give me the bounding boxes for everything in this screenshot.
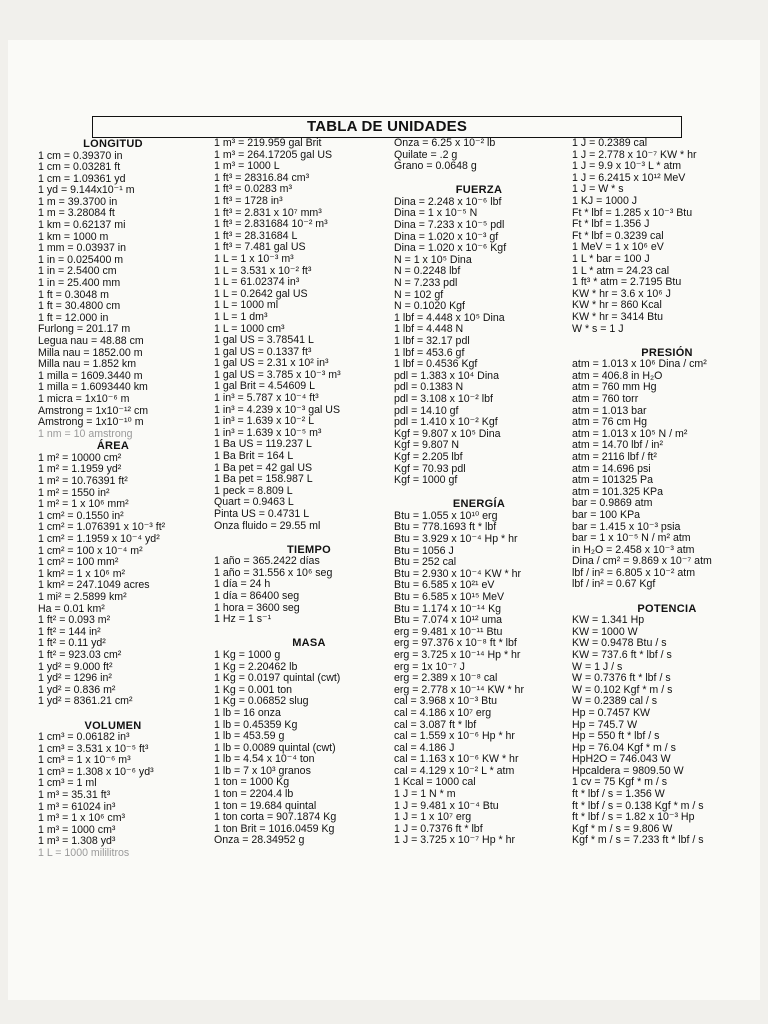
conversion-line: 1 m² = 1.1959 yd² <box>38 463 122 476</box>
conversion-line: atm = 1.013 x 10⁵ N / m² <box>572 427 688 440</box>
section-heading: POTENCIA <box>637 602 697 615</box>
conversion-line: 1 yd² = 9.000 ft² <box>38 660 113 673</box>
conversion-line: 1 L = 1 dm³ <box>214 310 268 323</box>
conversion-line: 1 J = 0.7376 ft * lbf <box>394 822 483 835</box>
conversion-line: 1 mi² = 2.5899 km² <box>38 590 127 603</box>
conversion-line: N = 1 x 10⁵ Dina <box>394 253 472 266</box>
conversion-line: 1 ton = 1000 Kg <box>214 776 290 789</box>
conversion-line: Btu = 1.174 x 10⁻¹⁴ Kg <box>394 602 502 615</box>
conversion-line: 1 micra = 1x10⁻⁶ m <box>38 392 130 405</box>
conversion-line: 1 m = 3.28084 ft <box>38 207 115 220</box>
section-heading: ENERGÍA <box>452 498 506 511</box>
conversion-line: 1 ft³ = 28316.84 cm³ <box>214 171 310 184</box>
conversion-line: 1 ft = 30.4800 cm <box>38 300 121 313</box>
conversion-line: cal = 1.559 x 10⁻⁶ Hp * hr <box>394 730 515 743</box>
conversion-line: 1 cm = 0.03281 ft <box>38 161 121 174</box>
conversion-line: Onza = 28.34952 g <box>214 834 305 847</box>
conversion-line: 1 año = 365.2422 días <box>214 555 320 568</box>
conversion-line: 1 gal US = 3.785 x 10⁻³ m³ <box>214 368 341 381</box>
conversion-line: lbf / in² = 0.67 Kgf <box>572 578 656 591</box>
conversion-line: 1 Kg = 0.001 ton <box>214 683 293 696</box>
conversion-line: Btu = 1.055 x 10¹⁰ erg <box>394 509 498 522</box>
conversion-line: 1 km² = 247.1049 acres <box>38 579 150 592</box>
conversion-line: 1 m³ = 1.308 yd³ <box>38 835 116 848</box>
conversion-line: 1 yd² = 0.836 m² <box>38 683 116 696</box>
conversion-line: 1 J = 3.725 x 10⁻⁷ Hp * hr <box>394 834 516 847</box>
conversion-line: 1 yd² = 8361.21 cm² <box>38 695 133 708</box>
conversion-line: 1 cm = 0.39370 in <box>38 149 123 162</box>
conversion-line: 1 Kcal = 1000 cal <box>394 776 476 789</box>
conversion-line: cal = 4.186 J <box>394 741 455 754</box>
conversion-line: N = 0.1020 Kgf <box>394 300 465 313</box>
conversion-line: Hp = 550 ft * lbf / s <box>572 730 660 743</box>
conversion-line <box>394 173 564 185</box>
conversion-line: Dina = 1 x 10⁻⁵ N <box>394 207 478 220</box>
conversion-line: Dina = 2.248 x 10⁻⁶ lbf <box>394 195 502 208</box>
section-heading: VOLUMEN <box>84 719 142 732</box>
conversion-line: Btu = 778.1693 ft * lbf <box>394 521 497 534</box>
conversion-line: bar = 1 x 10⁻⁵ N / m² atm <box>572 532 691 545</box>
conversion-line: 1 yd = 9.144x10⁻¹ m <box>38 184 135 197</box>
conversion-line: 1 lbf = 4.448 N <box>394 323 464 336</box>
conversion-line: 1 J = 1 x 10⁷ erg <box>394 811 472 824</box>
conversion-line: 1 m³ = 264.17205 gal US <box>214 148 333 161</box>
conversion-line: 1 Ba pet = 158.987 L <box>214 473 313 486</box>
conversion-line: 1 in = 0.025400 m <box>38 253 124 266</box>
conversion-line: 1 m² = 1550 in² <box>38 486 110 499</box>
conversion-line: HpH2O = 746.043 W <box>572 753 671 766</box>
conversion-line: atm = 1.013 x 10⁶ Dina / cm² <box>572 358 707 371</box>
section-heading: FUERZA <box>455 184 503 197</box>
conversion-line: 1 in = 25.400 mm <box>38 277 121 290</box>
conversion-line: Pinta US = 0.4731 L <box>214 508 310 520</box>
conversion-line: pdl = 1.410 x 10⁻² Kgf <box>394 416 498 429</box>
conversion-line: 1 ft² = 144 in² <box>38 625 101 638</box>
conversion-line: 1 J = 9.481 x 10⁻⁴ Btu <box>394 799 499 812</box>
conversion-line: 1 ft² = 0.11 yd² <box>38 637 106 650</box>
conversion-line: 1 ft² = 923.03 cm² <box>38 648 122 661</box>
conversion-line: 1 m³ = 61024 in³ <box>38 800 116 813</box>
conversion-line: 1 L = 3.531 x 10⁻² ft³ <box>214 264 312 277</box>
conversion-line: 1 ton Brit = 1016.0459 Kg <box>214 822 335 835</box>
conversion-line: Quart = 0.9463 L <box>214 496 294 509</box>
conversion-line: KW = 1000 W <box>572 625 638 638</box>
conversion-line: 1 m³ = 1 x 10⁶ cm³ <box>38 812 126 825</box>
conversion-line: 1 J = W * s <box>572 183 624 196</box>
conversion-line: Kgf = 9.807 N <box>394 439 460 452</box>
conversion-line: pdl = 0.1383 N <box>394 381 464 394</box>
conversion-line: Ft * lbf = 1.356 J <box>572 218 650 231</box>
conversion-line: 1 ft³ = 1728 in³ <box>214 194 283 207</box>
conversion-line: N = 7.233 pdl <box>394 277 458 290</box>
conversion-line: bar = 100 KPa <box>572 508 641 521</box>
conversion-line: Btu = 252 cal <box>394 556 457 569</box>
conversion-line: ft * lbf / s = 1.356 W <box>572 788 665 801</box>
conversion-line: bar = 1.415 x 10⁻³ psia <box>572 520 681 533</box>
conversion-line: 1 in³ = 1.639 x 10⁻² L <box>214 415 315 428</box>
conversion-line: 1 m³ = 1000 L <box>214 160 280 173</box>
conversion-line: 1 L * bar = 100 J <box>572 252 650 265</box>
conversion-line: Kgf * m / s = 7.233 ft * lbf / s <box>572 834 704 847</box>
conversion-line: 1 cm² = 100 x 10⁻⁴ m² <box>38 544 143 557</box>
section-heading: PRESIÓN <box>641 346 693 359</box>
conversion-line: 1 ft = 12.000 in <box>38 311 109 324</box>
conversion-line: atm = 14.696 psi <box>572 462 651 475</box>
conversion-line: Amstrong = 1x10⁻¹⁰ m <box>38 416 144 429</box>
conversion-line: Milla nau = 1.852 km <box>38 358 137 371</box>
conversion-line: 1 Ba Brit = 164 L <box>214 450 294 463</box>
conversion-line: Btu = 6.585 x 10²¹ eV <box>394 579 495 592</box>
conversion-line: Kgf = 2.205 lbf <box>394 450 463 463</box>
conversion-line: atm = 760 torr <box>572 392 639 405</box>
conversion-line: atm = 1.013 bar <box>572 404 647 417</box>
conversion-line: 1 día = 86400 seg <box>214 590 300 603</box>
conversion-line: Ft * lbf = 1.285 x 10⁻³ Btu <box>572 206 693 219</box>
conversion-line: 1 lbf = 4.448 x 10⁵ Dina <box>394 311 505 324</box>
conversion-line: 1 ton = 19.684 quintal <box>214 799 317 812</box>
page-title: TABLA DE UNIDADES <box>92 116 682 138</box>
conversion-line: 1 gal US = 2.31 x 10² in³ <box>214 357 329 370</box>
conversion-line: 1 ft³ = 2.831684 10⁻² m³ <box>214 218 328 231</box>
conversion-line: in H₂O = 2.458 x 10⁻³ atm <box>572 543 695 556</box>
conversion-line: 1 cm³ = 3.531 x 10⁻⁵ ft³ <box>38 742 149 755</box>
conversion-line: erg = 97.376 x 10⁻⁸ ft * lbf <box>394 637 517 650</box>
conversion-line: 1 m² = 10.76391 ft² <box>38 475 128 488</box>
conversion-line: 1 J = 2.778 x 10⁻⁷ KW * hr <box>572 148 697 161</box>
section-heading: ÁREA <box>96 440 130 453</box>
conversion-line: 1 L = 1 x 10⁻³ m³ <box>214 252 294 265</box>
conversion-line: 1 peck = 8.809 L <box>214 484 293 497</box>
conversion-line: 1 cm³ = 1.308 x 10⁻⁶ yd³ <box>38 765 154 778</box>
column-4 <box>572 138 752 847</box>
conversion-line: Ha = 0.01 km² <box>38 602 105 615</box>
conversion-line: 1 lb = 16 onza <box>214 706 281 719</box>
conversion-line: 1 L = 0.2642 gal US <box>214 287 308 300</box>
conversion-line: 1 gal US = 0.1337 ft³ <box>214 345 312 358</box>
conversion-line: Dina = 1.020 x 10⁻⁶ Kgf <box>394 242 507 255</box>
conversion-line: Legua nau = 48.88 cm <box>38 335 144 347</box>
conversion-line: KW = 0.9478 Btu / s <box>572 637 667 650</box>
conversion-line: 1 in³ = 5.787 x 10⁻⁴ ft³ <box>214 392 319 405</box>
conversion-line: 1 hora = 3600 seg <box>214 601 300 614</box>
conversion-line: Quilate = .2 g <box>394 148 458 161</box>
conversion-line: 1 yd² = 1296 in² <box>38 672 112 685</box>
conversion-line: 1 milla = 1.6093440 km <box>38 381 148 394</box>
section-heading: MASA <box>292 637 326 650</box>
conversion-line <box>38 708 208 720</box>
conversion-line: KW = 737.6 ft * lbf / s <box>572 648 672 661</box>
conversion-line: atm = 760 mm Hg <box>572 381 657 394</box>
conversion-line: 1 J = 6.2415 x 10¹² MeV <box>572 171 686 184</box>
conversion-line: W = 0.7376 ft * lbf / s <box>572 672 671 685</box>
conversion-line: KW * hr = 3414 Btu <box>572 310 663 323</box>
conversion-line: 1 in³ = 1.639 x 10⁻⁵ m³ <box>214 426 322 439</box>
conversion-line: 1 lbf = 453.6 gf <box>394 346 465 359</box>
conversion-line <box>214 532 384 544</box>
conversion-line: Dina = 7.233 x 10⁻⁵ pdl <box>394 219 505 232</box>
conversion-line: Milla nau = 1852.00 m <box>38 346 143 359</box>
conversion-line: Btu = 7.074 x 10¹² uma <box>394 614 503 627</box>
conversion-line: 1 cm² = 1.1959 x 10⁻⁴ yd² <box>38 533 160 545</box>
conversion-line: 1 L * atm = 24.23 cal <box>572 264 670 277</box>
conversion-line: 1 Ba pet = 42 gal US <box>214 461 313 474</box>
conversion-line: cal = 1.163 x 10⁻⁶ KW * hr <box>394 753 519 766</box>
section-heading: TIEMPO <box>287 543 331 556</box>
conversion-line: 1 lb = 4.54 x 10⁻⁴ ton <box>214 753 315 766</box>
column-1 <box>38 138 208 860</box>
conversion-line: 1 in³ = 4.239 x 10⁻³ gal US <box>214 403 341 416</box>
conversion-line <box>572 591 752 603</box>
conversion-line: Grano = 0.0648 g <box>394 160 477 173</box>
conversion-line: 1 cm = 1.09361 yd <box>38 172 126 185</box>
conversion-line: W = 0.102 Kgf * m / s <box>572 683 673 696</box>
conversion-line: 1 ton = 2204.4 lb <box>214 788 294 801</box>
conversion-line: 1 KJ = 1000 J <box>572 194 638 207</box>
conversion-line: 1 ft³ = 2.831 x 10⁷ mm³ <box>214 206 322 219</box>
conversion-line: Onza = 6.25 x 10⁻² lb <box>394 137 496 149</box>
section-heading: LONGITUD <box>83 138 143 150</box>
conversion-line: 1 m² = 1 x 10⁶ mm² <box>38 498 129 511</box>
conversion-line: 1 Kg = 1000 g <box>214 648 281 661</box>
conversion-line: pdl = 1.383 x 10⁴ Dina <box>394 369 499 382</box>
conversion-line: 1 Kg = 0.0197 quintal (cwt) <box>214 672 341 685</box>
conversion-line: erg = 1x 10⁻⁷ J <box>394 660 465 673</box>
conversion-line: atm = 2116 lbf / ft² <box>572 450 657 463</box>
conversion-line: Btu = 3.929 x 10⁻⁴ Hp * hr <box>394 533 518 545</box>
column-2 <box>214 138 384 847</box>
conversion-line: ft * lbf / s = 1.82 x 10⁻³ Hp <box>572 811 695 824</box>
conversion-line: 1 J = 9.9 x 10⁻³ L * atm <box>572 160 682 173</box>
conversion-line: 1 año = 31.556 x 10⁶ seg <box>214 566 333 579</box>
conversion-line: 1 lb = 7 x 10³ granos <box>214 764 311 777</box>
conversion-line: N = 102 gf <box>394 288 444 301</box>
conversion-line: 1 lb = 0.45359 Kg <box>214 718 298 731</box>
conversion-line: 1 ft³ * atm = 2.7195 Btu <box>572 276 682 289</box>
column-3 <box>394 138 564 847</box>
conversion-line: 1 m³ = 35.31 ft³ <box>38 788 111 801</box>
conversion-line: 1 cm³ = 1 ml <box>38 777 97 790</box>
conversion-line: 1 mm = 0.03937 in <box>38 242 127 255</box>
conversion-line: 1 lb = 0.0089 quintal (cwt) <box>214 741 336 754</box>
conversion-line: Dina = 1.020 x 10⁻³ gf <box>394 230 499 243</box>
conversion-line: 1 L = 1000 mililitros <box>38 846 130 859</box>
conversion-line: Kgf = 1000 gf <box>394 474 458 487</box>
conversion-line <box>394 487 564 499</box>
conversion-line: Kgf = 9.807 x 10⁵ Dina <box>394 427 501 440</box>
conversion-line: erg = 2.778 x 10⁻¹⁴ KW * hr <box>394 683 524 696</box>
conversion-line: atm = 101.325 KPa <box>572 485 663 498</box>
conversion-line: cal = 3.087 ft * lbf <box>394 718 477 731</box>
conversion-line: cal = 3.968 x 10⁻³ Btu <box>394 695 498 708</box>
conversion-line: Btu = 6.585 x 10¹⁵ MeV <box>394 590 505 603</box>
conversion-line: 1 km = 0.62137 mi <box>38 219 126 232</box>
conversion-line: 1 ft³ = 7.481 gal US <box>214 241 306 254</box>
conversion-line: atm = 14.70 lbf / in² <box>572 439 663 452</box>
conversion-line: 1 cm³ = 1 x 10⁻⁶ m³ <box>38 754 131 767</box>
conversion-line: Hpcaldera = 9809.50 W <box>572 764 684 777</box>
conversion-line: cal = 4.129 x 10⁻² L * atm <box>394 764 515 777</box>
conversion-line: Btu = 2.930 x 10⁻⁴ KW * hr <box>394 567 522 580</box>
conversion-line: 1 ft = 0.3048 m <box>38 288 109 301</box>
conversion-line: 1 día = 24 h <box>214 578 271 591</box>
conversion-line: ft * lbf / s = 0.138 Kgf * m / s <box>572 799 704 812</box>
conversion-line: lbf / in² = 6.805 x 10⁻² atm <box>572 566 696 579</box>
conversion-line: 1 in = 2.5400 cm <box>38 265 117 278</box>
conversion-line: 1 L = 61.02374 in³ <box>214 276 300 289</box>
conversion-line: 1 J = 1 N * m <box>394 788 456 801</box>
conversion-line: pdl = 14.10 gf <box>394 404 459 417</box>
conversion-line: Onza fluido = 29.55 ml <box>214 519 321 532</box>
conversion-line: Ft * lbf = 0.3239 cal <box>572 229 664 242</box>
conversion-line: bar = 0.9869 atm <box>572 497 653 510</box>
conversion-line: erg = 2.389 x 10⁻⁸ cal <box>394 672 498 685</box>
conversion-line: atm = 101325 Pa <box>572 474 653 487</box>
conversion-line: 1 milla = 1609.3440 m <box>38 369 143 382</box>
conversion-line: 1 lbf = 32.17 pdl <box>394 335 470 347</box>
conversion-line: 1 lb = 453.59 g <box>214 730 285 743</box>
conversion-line: 1 cm² = 1.076391 x 10⁻³ ft² <box>38 521 166 534</box>
conversion-line: 1 cm² = 0.1550 in² <box>38 509 124 522</box>
conversion-line: Amstrong = 1x10⁻¹² cm <box>38 404 149 417</box>
conversion-line: pdl = 3.108 x 10⁻² lbf <box>394 392 493 405</box>
conversion-line: 1 J = 0.2389 cal <box>572 137 648 149</box>
conversion-line: 1 Ba US = 119.237 L <box>214 438 312 451</box>
conversion-line: W = 0.2389 cal / s <box>572 695 658 708</box>
conversion-line: 1 L = 1000 ml <box>214 299 279 312</box>
conversion-line: 1 km² = 1 x 10⁶ m² <box>38 567 126 580</box>
conversion-line: W = 1 J / s <box>572 660 623 673</box>
conversion-line: Kgf * m / s = 9.806 W <box>572 822 673 835</box>
conversion-line: atm = 406.8 in H₂O <box>572 369 663 382</box>
conversion-line: 1 Kg = 0.06852 slug <box>214 695 309 708</box>
conversion-line: atm = 76 cm Hg <box>572 416 648 429</box>
conversion-line: 1 m = 39.3700 in <box>38 195 118 208</box>
conversion-line: erg = 3.725 x 10⁻¹⁴ Hp * hr <box>394 648 521 661</box>
conversion-line: N = 0.2248 lbf <box>394 265 461 278</box>
conversion-line: Dina / cm² = 9.869 x 10⁻⁷ atm <box>572 555 712 568</box>
conversion-line: 1 cm³ = 0.06182 in³ <box>38 731 130 743</box>
conversion-line: 1 cm² = 100 mm² <box>38 556 119 569</box>
conversion-line: Furlong = 201.17 m <box>38 323 131 336</box>
conversion-line: 1 ft³ = 0.0283 m³ <box>214 183 293 196</box>
conversion-line: 1 ton corta = 907.1874 Kg <box>214 811 337 824</box>
conversion-line: Hp = 76.04 Kgf * m / s <box>572 741 676 754</box>
conversion-line: 1 L = 1000 cm³ <box>214 322 285 335</box>
conversion-line: 1 gal Brit = 4.54609 L <box>214 380 316 393</box>
conversion-line: 1 km = 1000 m <box>38 230 109 243</box>
conversion-line: 1 ft² = 0.093 m² <box>38 614 111 627</box>
conversion-line: KW * hr = 3.6 x 10⁶ J <box>572 287 671 300</box>
conversion-line: KW * hr = 860 Kcal <box>572 299 662 312</box>
conversion-line: 1 Hz = 1 s⁻¹ <box>214 613 272 626</box>
conversion-line: erg = 9.481 x 10⁻¹¹ Btu <box>394 625 503 638</box>
conversion-line: 1 m³ = 219.959 gal Brit <box>214 137 322 149</box>
conversion-line: 1 cv = 75 Kgf * m / s <box>572 776 668 789</box>
conversion-line: 1 lbf = 0.4536 Kgf <box>394 358 478 371</box>
conversion-line: Btu = 1056 J <box>394 544 454 557</box>
conversion-line: Kgf = 70.93 pdl <box>394 462 466 475</box>
conversion-line: 1 m² = 10000 cm² <box>38 451 122 464</box>
conversion-line: Hp = 0.7457 KW <box>572 706 651 719</box>
conversion-line <box>572 335 752 347</box>
conversion-line: 1 ft³ = 28.31684 L <box>214 229 298 242</box>
conversion-line: cal = 4.186 x 10⁷ erg <box>394 706 492 719</box>
conversion-line: 1 MeV = 1 x 10⁶ eV <box>572 241 664 254</box>
conversion-line: 1 gal US = 3.78541 L <box>214 334 314 347</box>
conversion-line: 1 m³ = 1000 cm³ <box>38 823 116 836</box>
conversion-line: Hp = 745.7 W <box>572 718 638 731</box>
conversion-line: 1 nm = 10 amstrong <box>38 427 133 440</box>
conversion-line: W * s = 1 J <box>572 322 624 335</box>
conversion-line: KW = 1.341 Hp <box>572 614 645 627</box>
conversion-line: 1 Kg = 2.20462 lb <box>214 660 298 673</box>
conversion-line <box>214 626 384 638</box>
